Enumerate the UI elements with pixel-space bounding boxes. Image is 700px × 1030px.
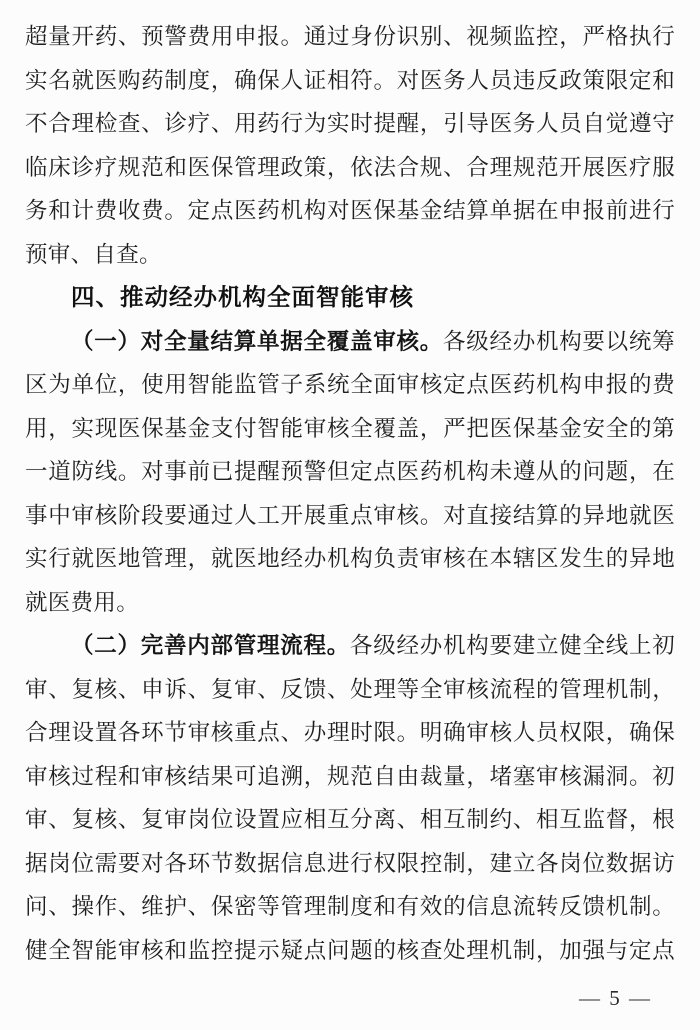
text-line: 一道防线。对事前已提醒预警但定点医药机构未遵从的问题，在	[25, 459, 675, 484]
text-line: 预审、自查。	[25, 241, 162, 267]
text-line	[25, 624, 675, 668]
text-line: 审、复核、复审岗位设置应相互分离、相互制约、相互监督，根	[25, 807, 675, 832]
text-line: 就医费用。	[25, 589, 140, 615]
text-line: 用，实现医保基金支付智能审核全覆盖，严把医保基金安全的第	[25, 415, 675, 441]
paragraph-text: 各级经办机构要建立健全线上初	[349, 633, 675, 658]
text-line: 实名就医购药制度，确保人证相符。对医务人员违反政策限定和	[25, 67, 675, 93]
text-line: 区为单位，使用智能监管子系统全面审核定点医药机构申报的费	[25, 372, 675, 397]
text-line	[25, 320, 675, 364]
text-line: 临床诊疗规范和医保管理政策，依法合规、合理规范开展医疗服	[25, 154, 675, 180]
page-number: — 5 —	[579, 986, 652, 1010]
text-line: 问、操作、维护、保密等管理制度和有效的信息流转反馈机制。	[25, 894, 675, 919]
paragraph-text: 各级经办机构要以统筹	[442, 328, 675, 354]
text-line: 合理设置各环节审核重点、办理时限。明确审核人员权限，确保	[25, 720, 675, 745]
document-body	[25, 15, 675, 972]
text-line: 健全智能审核和监控提示疑点问题的核查处理机制，加强与定点	[25, 937, 675, 963]
section-heading: 四、推动经办机构全面智能审核	[71, 284, 414, 310]
text-line: 审核过程和审核结果可追溯，规范自由裁量，堵塞审核漏洞。初	[25, 763, 675, 789]
paragraph-lead: （一）对全量结算单据全覆盖审核。	[71, 328, 443, 354]
text-line: 事中审核阶段要通过人工开展重点审核。对直接结算的异地就医	[25, 502, 675, 528]
paragraph-lead: （二）完善内部管理流程。	[71, 633, 350, 658]
text-line: 超量开药、预警费用申报。通过身份识别、视频监控，严格执行	[25, 24, 675, 49]
text-line: 不合理检查、诊疗、用药行为实时提醒，引导医务人员自觉遵守	[25, 111, 675, 136]
text-line: 实行就医地管理，就医地经办机构负责审核在本辖区发生的异地	[25, 546, 675, 571]
text-line: 务和计费收费。定点医药机构对医保基金结算单据在申报前进行	[25, 198, 675, 223]
text-line: 据岗位需要对各环节数据信息进行权限控制，建立各岗位数据访	[25, 850, 675, 876]
text-line: 审、复核、申诉、复审、反馈、处理等全审核流程的管理机制，	[25, 676, 675, 702]
